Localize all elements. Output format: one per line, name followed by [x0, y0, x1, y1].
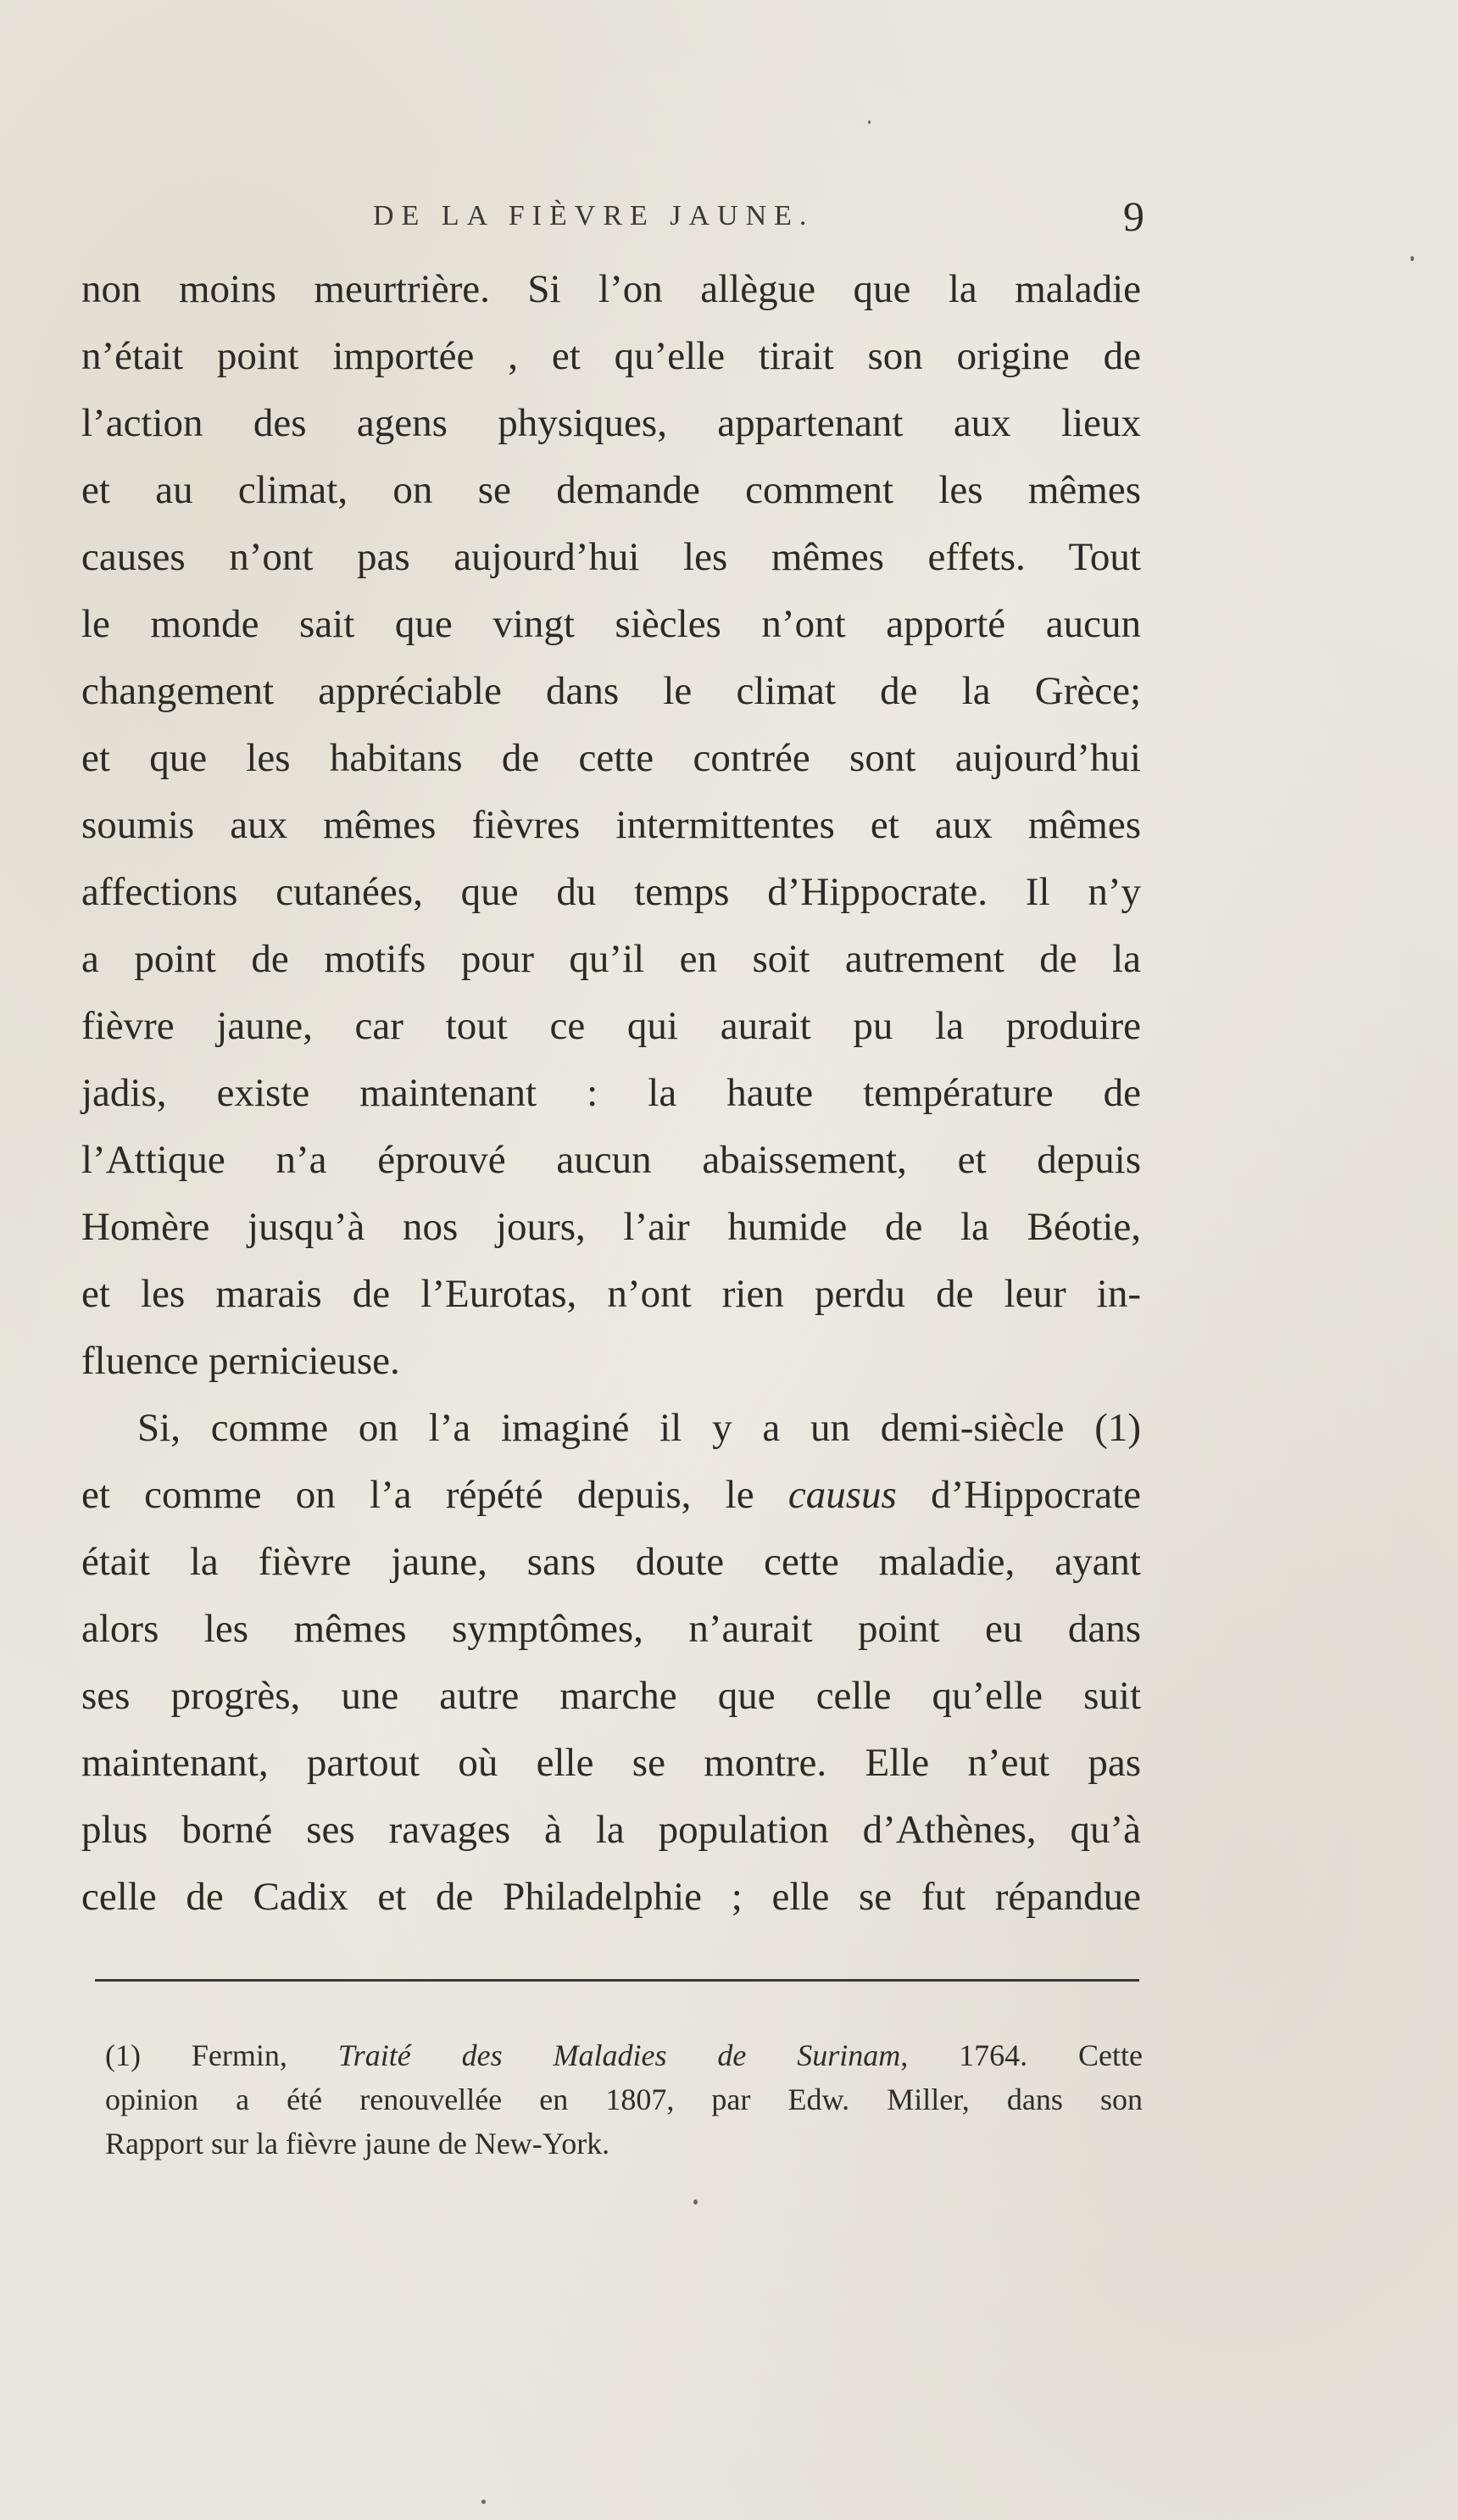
page-number: 9	[1123, 192, 1144, 240]
text-line-paragraph-end: fluence pernicieuse.	[81, 1339, 400, 1383]
text-line: et que les habitans de cette contrée sont aujourd’hui	[81, 736, 1141, 780]
text-line: ses progrès, une autre marche que celle qu’elle suit	[81, 1674, 1141, 1718]
italic-term-causus: causus	[787, 1473, 897, 1517]
text-line: a point de motifs pour qu’il en soit autrement de la	[81, 937, 1141, 981]
paper-speck	[1411, 256, 1414, 261]
text-line: l’action des agens physiques, appartenant aux lieux	[81, 401, 1141, 445]
text-line: maintenant, partout où elle se montre. Elle n’eut pas	[81, 1741, 1141, 1785]
footnote-rule	[95, 1979, 1139, 1982]
footnote-text-fragment: , 1764. Cette	[900, 2038, 1144, 2072]
text-line: affections cutanées, que du temps d’Hippocrate. Il n’y	[81, 870, 1141, 914]
text-line: et au climat, on se demande comment les mêmes	[81, 468, 1141, 512]
text-line: plus borné ses ravages à la population d’Athènes, qu’à	[81, 1808, 1141, 1852]
text-line: fièvre jaune, car tout ce qui aurait pu la produire	[81, 1004, 1141, 1048]
text-line-with-italic	[81, 1462, 1141, 1529]
text-line: et les marais de l’Eurotas, n’ont rien perdu de leur in-	[81, 1272, 1141, 1316]
text-line: jadis, existe maintenant : la haute température de	[81, 1071, 1141, 1115]
text-line-paragraph-start: Si, comme on l’a imaginé il y a un demi-siècle (1)	[137, 1406, 1141, 1450]
body-text	[81, 256, 1141, 1931]
text-line: celle de Cadix et de Philadelphie ; elle se fut répandue	[81, 1875, 1141, 1919]
text-line: changement appréciable dans le climat de la Grèce;	[81, 669, 1141, 713]
text-line: Homère jusqu’à nos jours, l’air humide de la Béotie,	[81, 1205, 1141, 1249]
text-fragment: et comme on l’a répété depuis, le	[81, 1473, 754, 1517]
text-line: l’Attique n’a éprouvé aucun abaissement, et depuis	[81, 1138, 1141, 1182]
paper-speck	[481, 2500, 486, 2504]
running-title: DE LA FIÈVRE JAUNE.	[373, 200, 815, 231]
text-line: alors les mêmes symptômes, n’aurait point eu dans	[81, 1607, 1141, 1651]
text-line: n’était point importée , et qu’elle tirait son origine de	[81, 334, 1141, 378]
footnote-marker-author: (1) Fermin,	[105, 2038, 287, 2072]
running-head	[85, 192, 1144, 251]
text-line: non moins meurtrière. Si l’on allègue que la maladie	[81, 267, 1141, 311]
text-line: était la fièvre jaune, sans doute cette maladie, ayant	[81, 1540, 1141, 1584]
footnote-line	[105, 2033, 1143, 2077]
footnote	[105, 2033, 1143, 2166]
text-line: soumis aux mêmes fièvres intermittentes et aux mêmes	[81, 803, 1141, 847]
footnote-italic-title: Traité des Maladies de Surinam	[337, 2038, 901, 2072]
paper-speck	[868, 120, 871, 124]
footnote-line: opinion a été renouvellée en 1807, par Edw. Miller, dans son	[105, 2082, 1143, 2116]
footnote-line: Rapport sur la fièvre jaune de New-York.	[105, 2127, 610, 2160]
text-line: causes n’ont pas aujourd’hui les mêmes effets. Tout	[81, 535, 1141, 579]
text-fragment: d’Hippocrate	[931, 1473, 1142, 1517]
text-line: le monde sait que vingt siècles n’ont apporté aucun	[81, 602, 1141, 646]
paper-speck	[693, 2199, 698, 2205]
